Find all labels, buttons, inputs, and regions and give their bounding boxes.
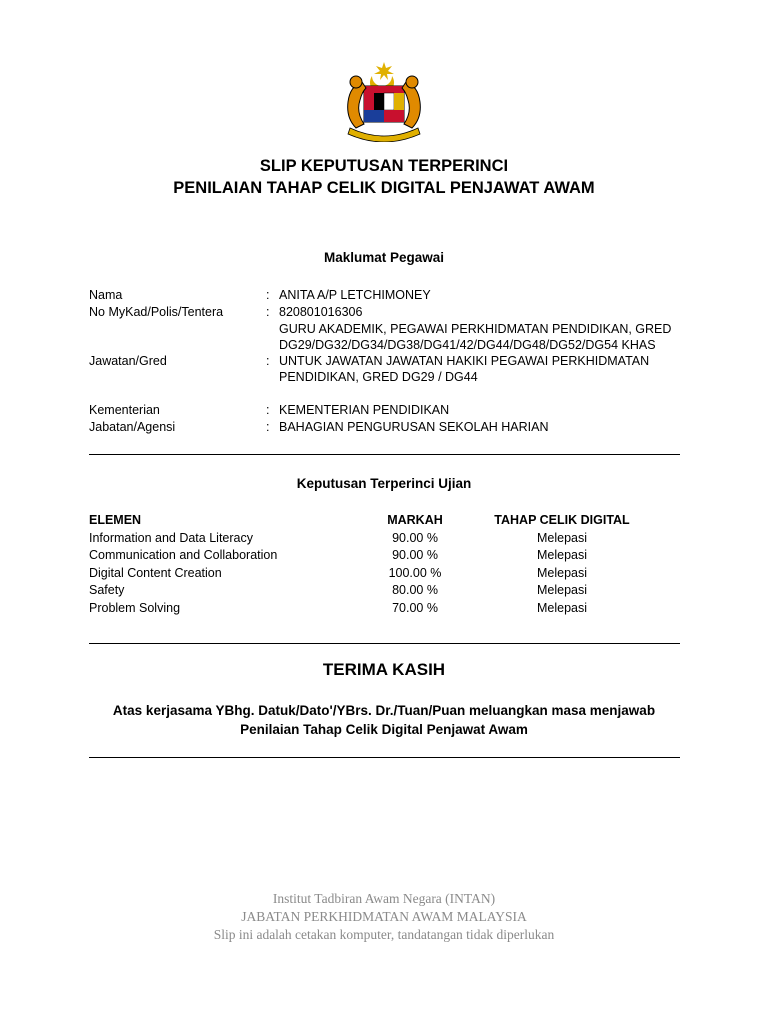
field-value: 820801016306 xyxy=(279,305,363,319)
table-row xyxy=(89,548,680,566)
row-element: Digital Content Creation xyxy=(89,565,222,580)
section-divider xyxy=(89,757,680,758)
row-score: 100.00 % xyxy=(388,565,442,580)
field-colon: : xyxy=(266,305,270,319)
field-label: Kementerian xyxy=(89,403,160,417)
row-level: Melepasi xyxy=(536,565,588,580)
field-label: Jabatan/Agensi xyxy=(89,420,176,434)
results-section-title: Keputusan Terperinci Ujian xyxy=(296,476,472,491)
field-label: Nama xyxy=(89,288,123,302)
table-row xyxy=(89,566,680,584)
table-row xyxy=(89,601,680,619)
table-row xyxy=(89,583,680,601)
field-colon: : xyxy=(266,403,270,417)
column-header-score: MARKAH xyxy=(387,513,443,527)
row-score: 70.00 % xyxy=(392,600,438,615)
footer-disclaimer: Slip ini adalah cetakan komputer, tandatangan tidak diperlukan xyxy=(213,927,555,942)
section-divider xyxy=(89,454,680,455)
field-colon: : xyxy=(266,420,270,434)
row-score: 90.00 % xyxy=(392,530,438,545)
table-row xyxy=(89,531,680,549)
field-value: ANITA A/P LETCHIMONEY xyxy=(279,288,431,302)
field-value: KEMENTERIAN PENDIDIKAN xyxy=(279,403,450,417)
row-level: Melepasi xyxy=(536,548,588,562)
section-divider xyxy=(89,643,680,644)
row-element: Information and Data Literacy xyxy=(89,530,253,545)
field-value: BAHAGIAN PENGURUSAN SEKOLAH HARIAN xyxy=(279,420,549,434)
row-element: Safety xyxy=(89,583,125,597)
row-score: 80.00 % xyxy=(392,583,438,597)
row-level: Melepasi xyxy=(536,530,588,545)
appreciation-message: Atas kerjasama YBhg. Datuk/Dato'/YBrs. Dr./Tuan/Puan meluangkan masa menjawab Penilaian Tahap Celik Digital Penjawat Awam xyxy=(112,703,656,737)
footer-institute: Institut Tadbiran Awam Negara (INTAN) xyxy=(272,891,496,906)
document-title: SLIP KEPUTUSAN TERPERINCI xyxy=(259,157,509,175)
row-level: Melepasi xyxy=(536,583,588,597)
results-table-header xyxy=(89,513,680,531)
field-label: No MyKad/Polis/Tentera xyxy=(89,305,224,319)
officer-section-title: Maklumat Pegawai xyxy=(323,250,445,265)
footer-department: JABATAN PERKHIDMATAN AWAM MALAYSIA xyxy=(241,909,527,924)
thank-you-heading: TERIMA KASIH xyxy=(322,660,446,679)
document-subtitle: PENILAIAN TAHAP CELIK DIGITAL PENJAWAT AWAM xyxy=(173,179,595,197)
row-element: Communication and Collaboration xyxy=(89,548,278,562)
results-table xyxy=(89,513,680,618)
field-value: GURU AKADEMIK, PEGAWAI PERKHIDMATAN PENDIDIKAN, GRED DG29/DG32/DG34/DG38/DG41/42/DG44/DG48/DG52/DG54 KHAS UNTUK JAWATAN JAWATAN HAKIKI PEGAWAI PERKHIDMATAN PENDIDIKAN, GRED DG29 / DG44 xyxy=(279,322,672,384)
field-colon: : xyxy=(266,288,270,302)
field-label: Jawatan/Gred xyxy=(89,354,167,368)
field-colon: : xyxy=(266,354,270,368)
coat-of-arms-emblem xyxy=(332,62,436,142)
column-header-element: ELEMEN xyxy=(89,513,142,527)
row-element: Problem Solving xyxy=(89,600,181,615)
row-score: 90.00 % xyxy=(392,548,438,562)
row-level: Melepasi xyxy=(536,600,588,615)
footer xyxy=(0,890,768,944)
column-header-level: TAHAP CELIK DIGITAL xyxy=(494,513,630,527)
